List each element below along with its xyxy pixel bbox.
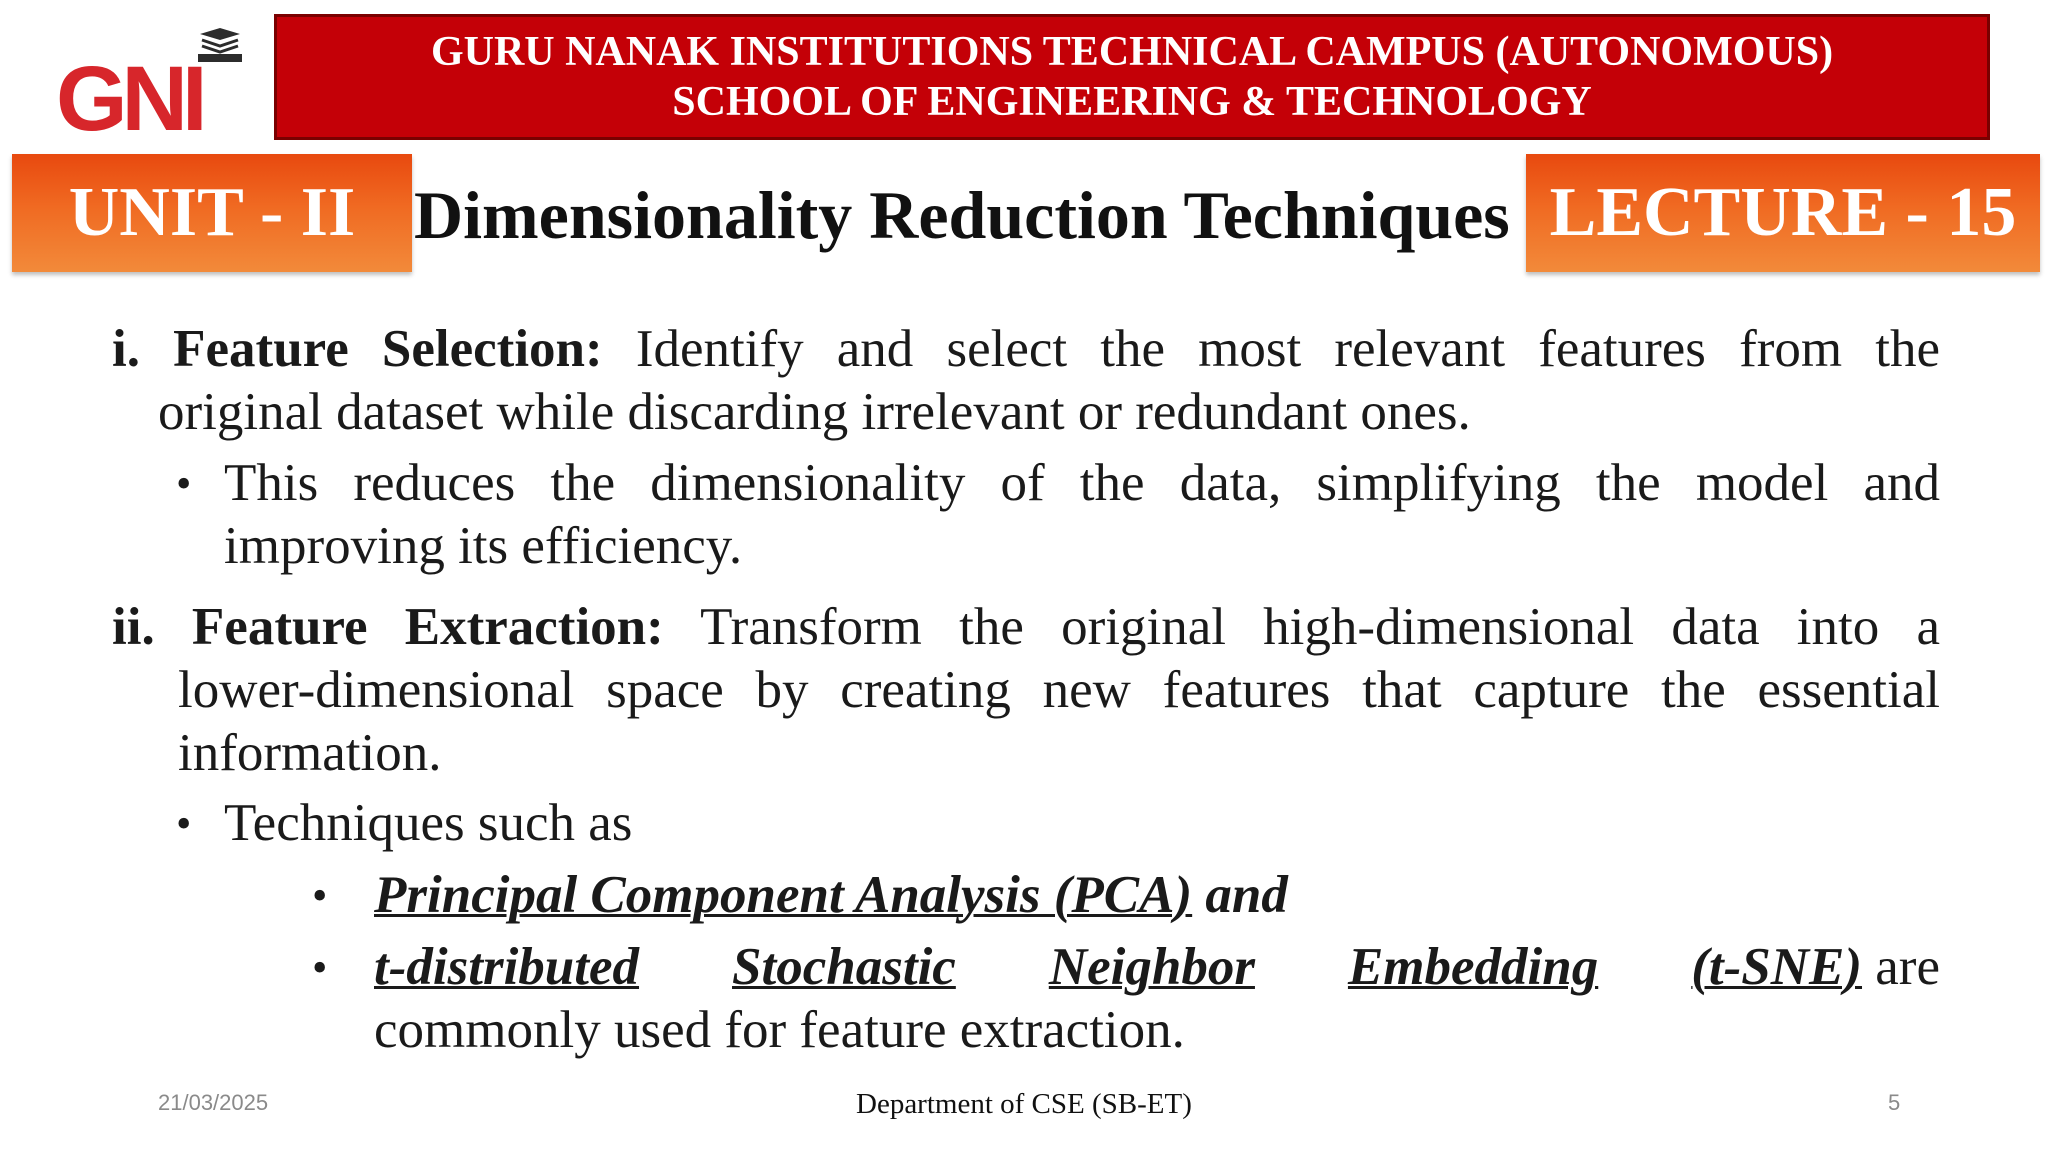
bullet-reduces-line1: This reduces the dimensionality of the data, simplifying the model and bbox=[224, 454, 1940, 512]
feature-extraction-line3: information. bbox=[178, 724, 442, 782]
feature-selection-line1: i. Feature Selection: Identify and select the most relevant features from the bbox=[112, 320, 1941, 378]
bullet-reduces-line2: improving its efficiency. bbox=[224, 517, 743, 575]
institution-name: GURU NANAK INSTITUTIONS TECHNICAL CAMPUS (AUTONOMOUS) bbox=[430, 29, 1834, 75]
sub-bullet-tsne-line1: t-distributed Stochastic Neighbor Embedding (t-SNE) are bbox=[374, 938, 1940, 996]
footer-page-number: 5 bbox=[1888, 1090, 1901, 1115]
bullet-icon: • bbox=[312, 943, 328, 992]
bullet-icon: • bbox=[176, 799, 192, 848]
slide-title: Dimensionality Reduction Techniques bbox=[414, 177, 1510, 253]
sub-bullet-tsne-line2: commonly used for feature extraction. bbox=[374, 1001, 1185, 1059]
school-name: SCHOOL OF ENGINEERING & TECHNOLOGY bbox=[672, 79, 1592, 125]
bullet-icon: • bbox=[312, 871, 328, 920]
footer-department: Department of CSE (SB-ET) bbox=[856, 1088, 1192, 1120]
feature-extraction-line1: ii. Feature Extraction: Transform the original high-dimensional data into a bbox=[112, 598, 1941, 656]
feature-extraction-line2: lower-dimensional space by creating new features that capture the essential bbox=[178, 661, 1940, 719]
feature-selection-line2: original dataset while discarding irrelevant or redundant ones. bbox=[158, 383, 1471, 441]
bullet-techniques: Techniques such as bbox=[224, 794, 633, 852]
footer-date: 21/03/2025 bbox=[158, 1090, 269, 1115]
feature-extraction-heading: ii. Feature Extraction: bbox=[112, 598, 664, 656]
sub-bullet-pca: Principal Component Analysis (PCA) and bbox=[374, 866, 1288, 924]
lecture-tag: LECTURE - 15 bbox=[1526, 154, 2040, 272]
bullet-icon: • bbox=[176, 459, 192, 508]
unit-tag: UNIT - II bbox=[12, 154, 412, 272]
feature-selection-heading: i. Feature Selection: bbox=[112, 320, 603, 378]
svg-text:GNI: GNI bbox=[56, 48, 202, 138]
